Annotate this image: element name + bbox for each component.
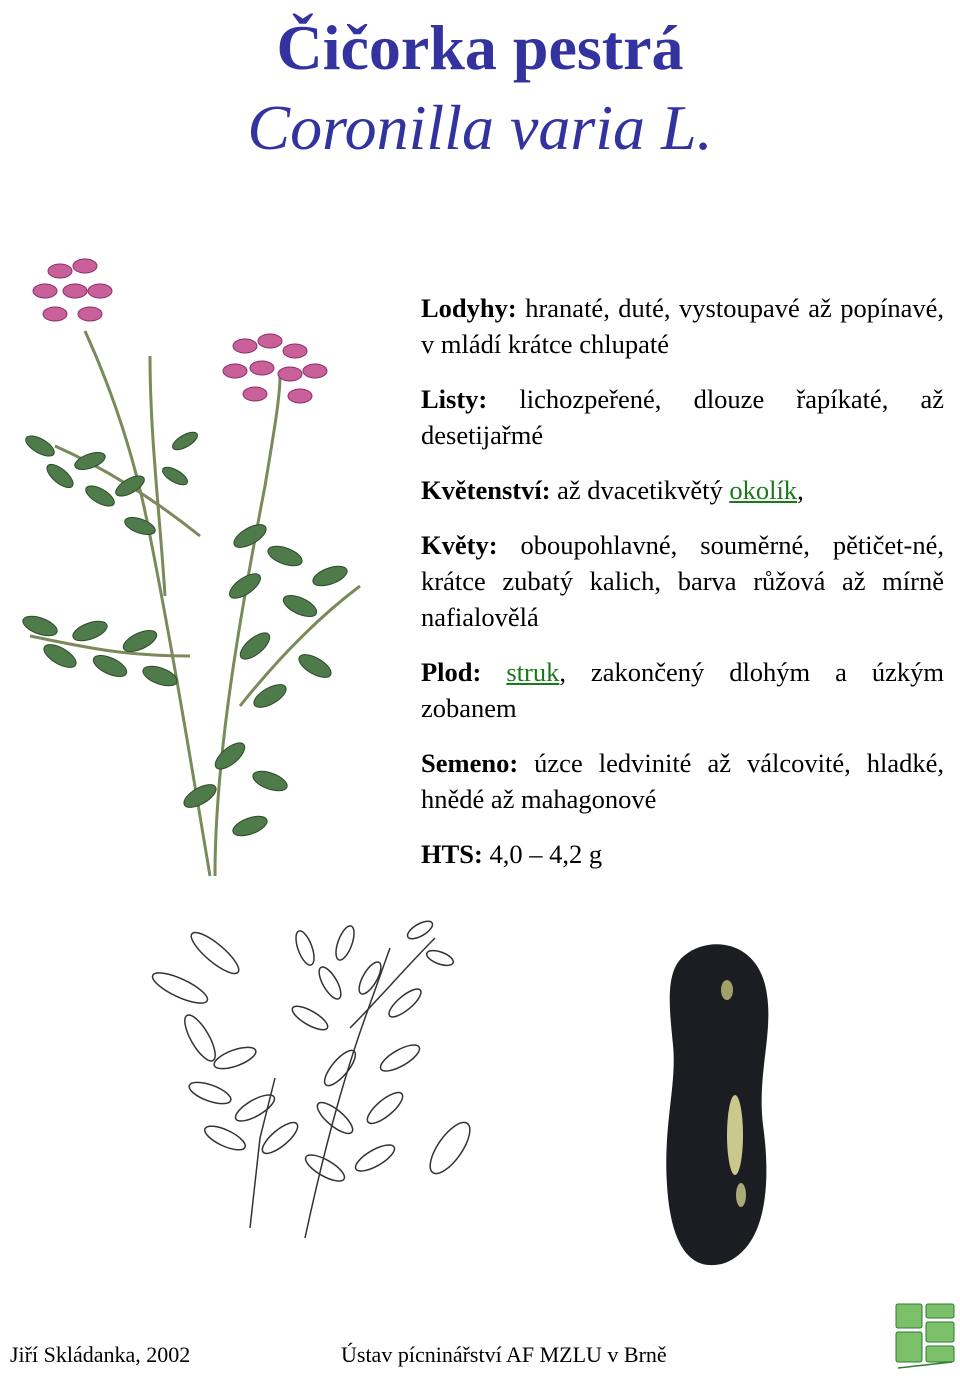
plod-row — [421, 654, 944, 726]
okolik-link[interactable]: okolík — [729, 475, 798, 505]
plant-illustration — [0, 236, 405, 886]
lodyhy-label: Lodyhy: — [421, 293, 517, 323]
listy-label: Listy: — [421, 384, 488, 414]
kvety-row — [421, 527, 944, 635]
semeno-label: Semeno: — [421, 748, 519, 778]
semeno-row — [421, 745, 944, 817]
plod-label: Plod: — [421, 657, 482, 687]
semeno-text: úzce ledvinité až válcovité, hladké, hnědé až mahagonové — [421, 748, 945, 814]
plod-text: , zakončený dlohým a úzkým zobanem — [421, 657, 944, 723]
plant-description — [421, 290, 944, 891]
leaf-line-drawing — [130, 908, 530, 1278]
latin-name: Coronilla varia L. — [247, 92, 713, 163]
kvetenstvi-text: až dvacetikvětý — [557, 475, 723, 505]
kvetenstvi-suffix: , — [797, 475, 804, 505]
hts-row — [421, 836, 944, 872]
footer-author: Jiří Skládanka, 2002 — [10, 1342, 191, 1367]
struk-link[interactable]: struk — [506, 657, 560, 687]
lodyhy-row — [421, 290, 944, 362]
listy-text: lichozpeřené, dlouze řapíkaté, až desetijařmé — [421, 384, 945, 450]
kvetenstvi-label: Květenství: — [421, 475, 551, 505]
institute-logo — [892, 1300, 958, 1376]
seed-photo — [655, 935, 780, 1270]
hts-label: HTS: — [421, 839, 483, 869]
hts-text: 4,0 – 4,2 g — [489, 839, 603, 869]
page-title: Čičorka pestrá — [276, 12, 684, 83]
kvety-label: Květy: — [421, 530, 498, 560]
lodyhy-text: hranaté, duté, vystoupavé až popínavé, v mládí krátce chlupaté — [421, 293, 944, 359]
listy-row — [421, 381, 944, 453]
kvetenstvi-row — [421, 472, 944, 508]
kvety-text: oboupohlavné, souměrné, pětičet-né, krátce zubatý kalich, barva růžová až mírně nafialovělá — [421, 530, 945, 632]
footer-institute: Ústav pícninářství AF MZLU v Brně — [341, 1342, 667, 1367]
